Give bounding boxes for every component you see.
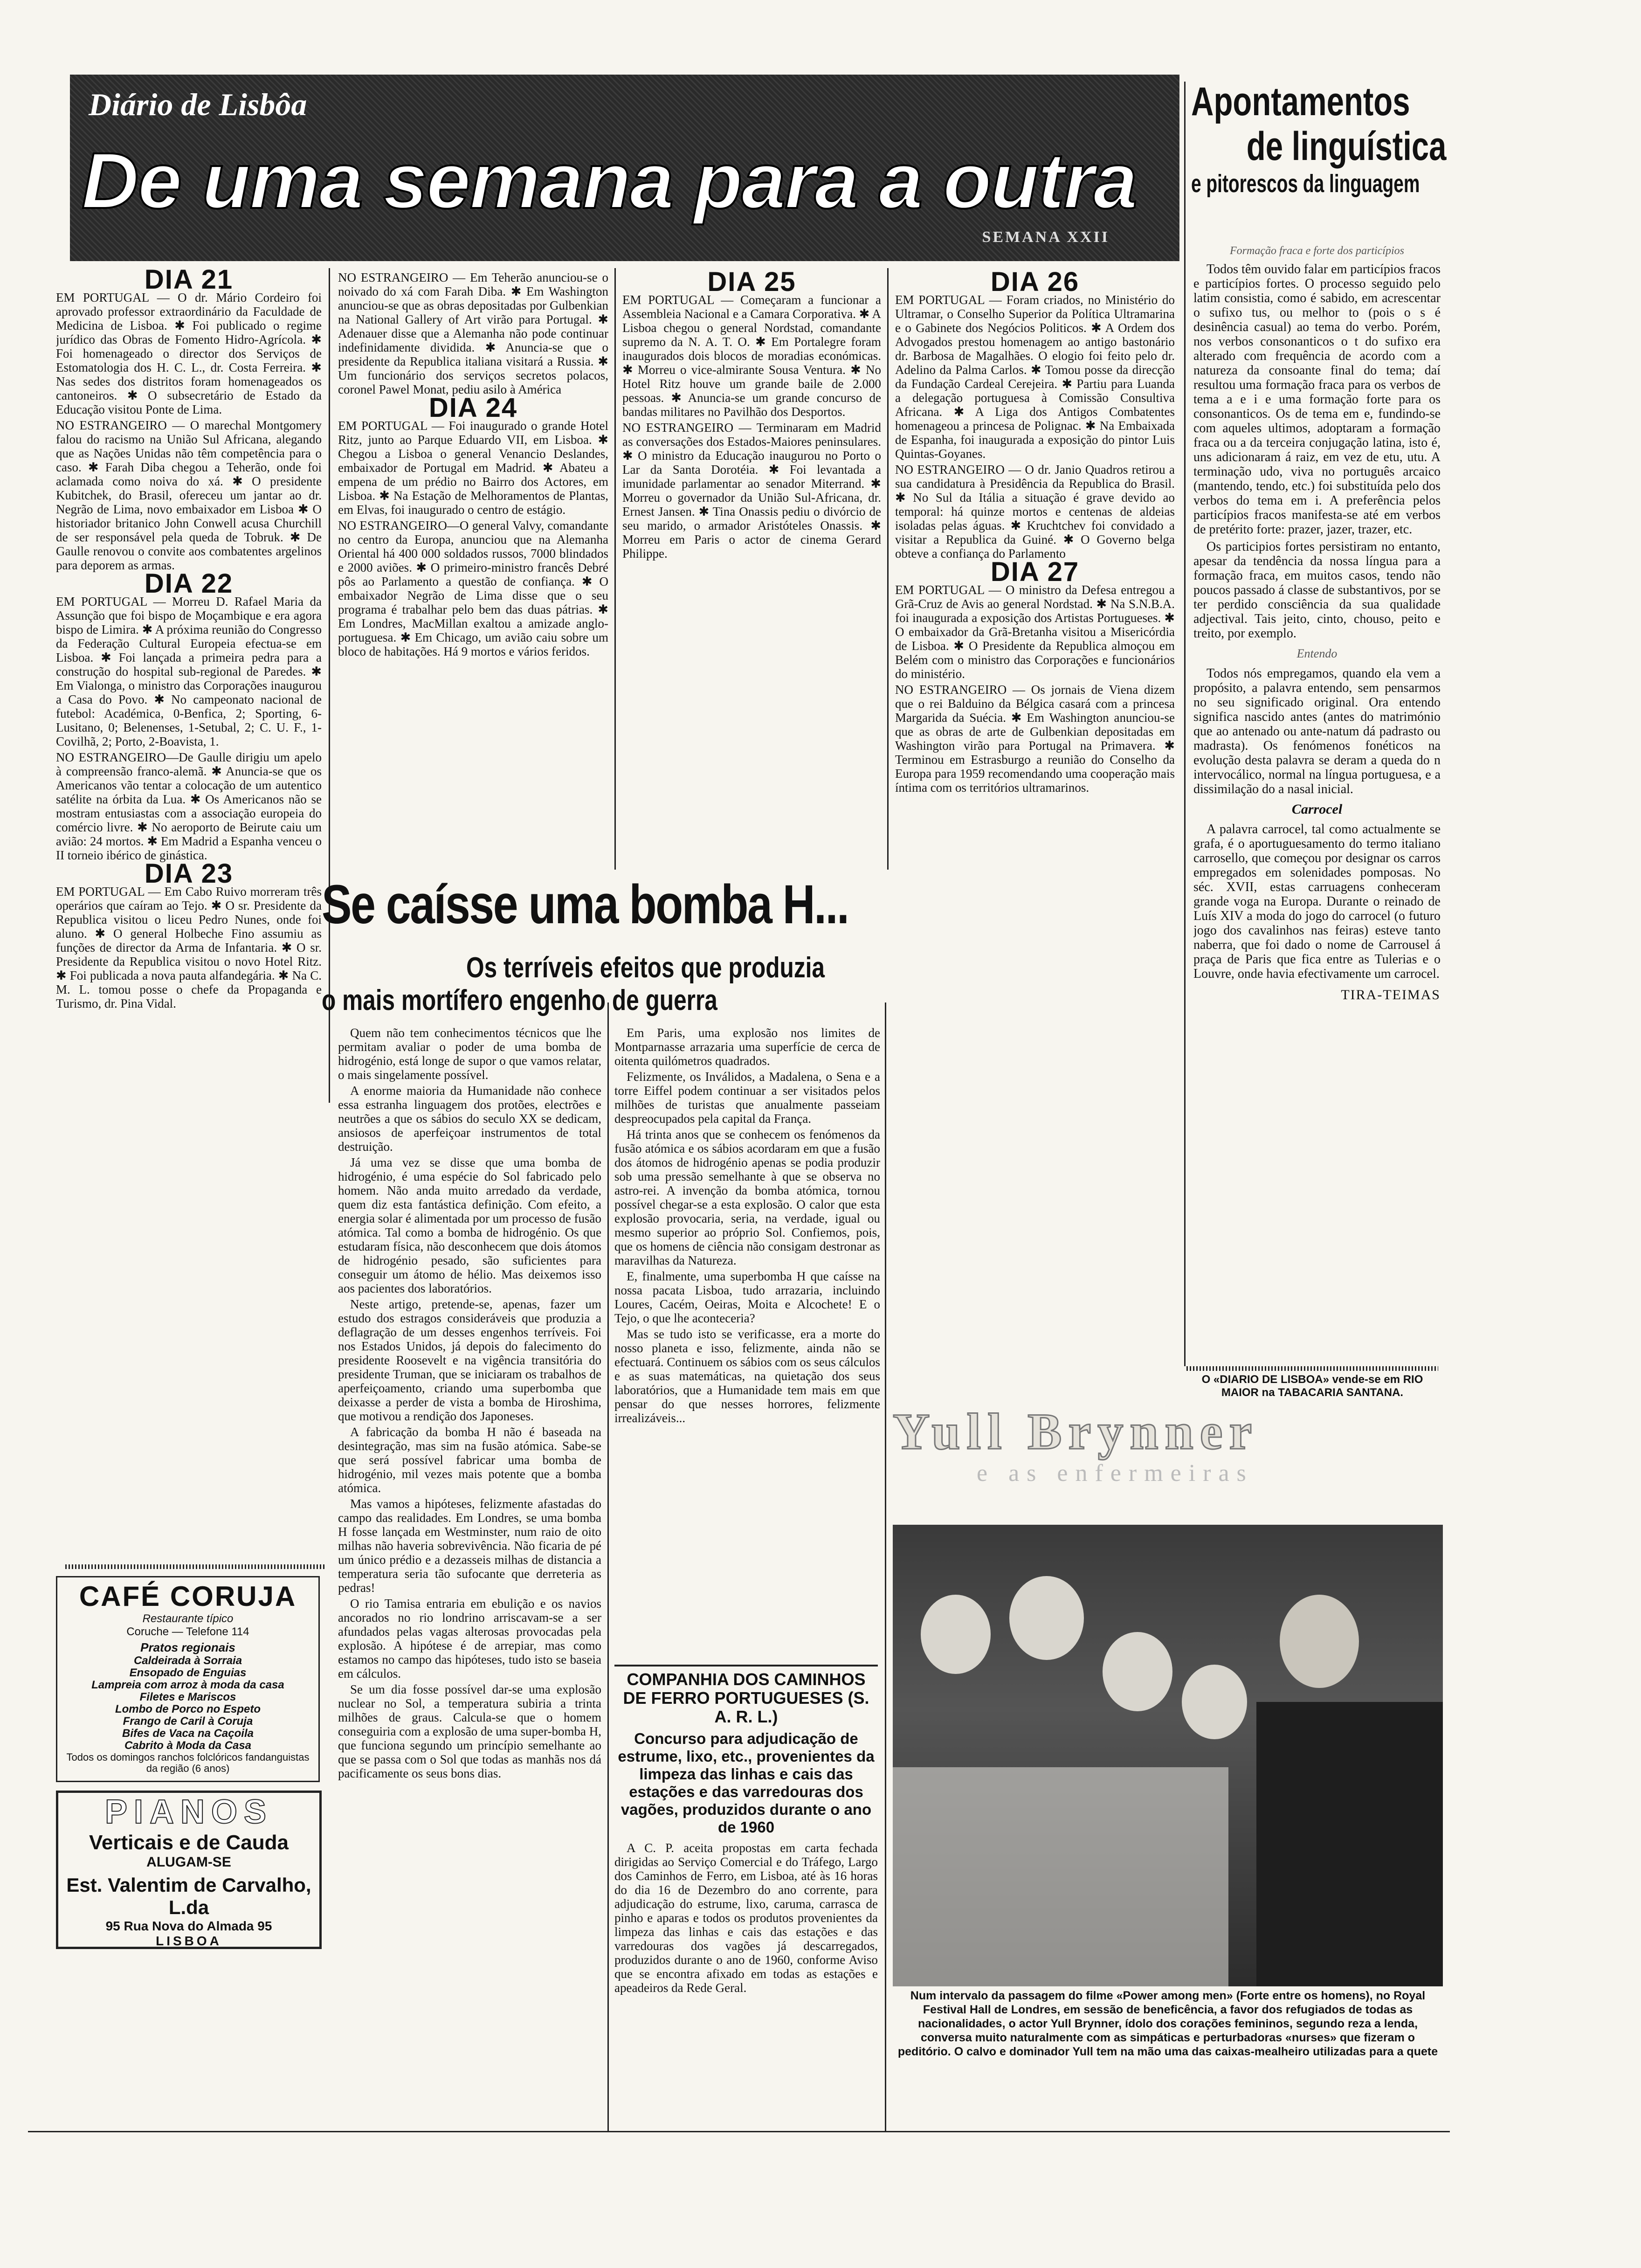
linguistics-paragraph: Todos nós empregamos, quando ela vem a propósito, a palavra entendo, sem pensarmos no seu significado original. Ora entendo significa nascido antes (antes do matrimónio que ao antenado ou ante-natum dá padrasto ou madrasta). Os fenómenos fonéticos na evolução desta palavra se deram a queda do n intervocálico, normal na língua portuguesa, e a dissimilação do a nasal inicial.	[1193, 666, 1441, 796]
ad-title: CAFÉ CORUJA	[79, 1581, 297, 1612]
bomb-article-col-b	[614, 1026, 880, 1655]
railway-notice	[614, 1665, 878, 2128]
article-paragraph: A fabricação da bomba H não é baseada na desintegração, mas sim na fusão atómica. Sabe-se que será possível fabricar uma bomba de hidrogénio, mil vezes mais potente que a bomba atómica.	[338, 1425, 601, 1495]
ad-title: PIANOS	[104, 1793, 273, 1831]
bomb-subhead: o mais mortífero engenho de guerra	[322, 984, 717, 1016]
nurse-figure	[1103, 1632, 1172, 1711]
news-entry: EM PORTUGAL — Foram criados, no Ministério do Ultramar, o Conselho Superior da Política Ultramarina e o Gabinete dos Negócios Politicos. ✱ A Ordem dos Advogados prestou homenagem ao antigo bastonário dr. Barbosa de Magalhães. O elogio foi feito pelo dr. Adelino da Palma Carlos. ✱ Tomou posse da direcção da Fundação Cardeal Cerejeira. ✱ Partiu para Luanda a delegação portuguesa à Comissão Consultiva Africana. ✱ A Liga dos Antigos Combatentes homenageou a princesa de Polignac. ✱ Na Embaixada de Espanha, foi inaugurada a exposição do pintor Luis Quintas-Goyanes.	[895, 293, 1175, 461]
notice-body: A C. P. aceita propostas em carta fechada dirigidas ao Serviço Comercial e do Tráfego, Largo dos Caminhos de Ferro, em Lisboa, até às 16 horas do dia 16 de Dezembro do ano corrente, para adjudicação do estrume, lixo, caruma, carrasca de pinho e aparas e todos os produtos provenientes da limpeza das linhas e cais das estações e das varredouras dos vagões já descarregados, produzidos durante o ano de 1960, conforme Aviso que se encontra afixado em todas as estações e apeadeiros da Rede Geral.	[614, 1841, 878, 1995]
day-heading: DIA 22	[144, 568, 234, 599]
column-days-2	[338, 270, 608, 867]
news-entry: NO ESTRANGEIRO — Em Teherão anunciou-se o noivado do xá com Farah Diba. ✱ Em Washington anunciou-se que as obras depositadas por Gulbenkian na National Gallery of Art virão para Portugal. ✱ Adenauer disse que a Alemanha não pode continuar indefinidamente dividida. ✱ Anuncia-se que o presidente da Republica italiana visitará a Russia. ✱ Um funcionário dos serviços secretos polacos, coronel Pawel Monat, pediu asilo à América	[338, 270, 608, 396]
article-paragraph: Já uma vez se disse que uma bomba de hidrogénio, é uma espécie do Sol fabricado pelo homem. Não anda muito arredado da verdade, quem diz esta fantástica definição. Com efeito, a energia solar é alimentada por um processo de fusão atómica. Tal como a bomba de hidrogénio. Os que estudaram física, não desconhecem que dois átomos de hidrogénio pesado, são suficientes para conseguir um átomo de hélio. Mas deixemos isso aos pacientes dos laboratórios.	[338, 1155, 601, 1295]
column-rule	[885, 1003, 886, 2131]
linguistics-title: Apontamentos	[1191, 79, 1410, 124]
news-entry: EM PORTUGAL — O dr. Mário Cordeiro foi aprovado professor extraordinário da Faculdade de Medicina de Lisboa. ✱ Foi publicado o regime jurídico das Obras de Fomento Hidro-Agrícola. ✱ Foi homenageado o director dos Serviços de Estomatologia dos H. C. L., dr. Costa Ferreira. ✱ Nas sedes dos distritos foram homenageados os cantoneiros. ✱ O subsecretário de Estado da Educação visitou Ponte de Lima.	[56, 290, 322, 416]
brynner-subtitle: e as enfermeiras	[977, 1460, 1254, 1487]
column-days-3	[622, 270, 881, 867]
day-heading: DIA 21	[144, 268, 234, 295]
bomb-headline: Se caísse uma bomba H...	[322, 874, 848, 935]
ad-item: Ensopado de Enguias	[129, 1666, 247, 1679]
day-heading: DIA 27	[990, 557, 1080, 587]
ad-line: Est. Valentim de Carvalho, L.da	[66, 1874, 311, 1918]
brynner-title: Yull Brynner	[893, 1404, 1259, 1460]
column-rule	[614, 268, 616, 870]
news-entry: NO ESTRANGEIRO—De Gaulle dirigiu um apelo à compreensão franco-alemã. ✱ Anuncia-se que os Americanos vão tentar a colocação de um autentico satélite na órbita da Lua. ✱ Os Americanos não se mostram entusiastas com a associação europeia do comércio livre. ✱ No aeroporto de Beirute caiu um avião: 24 mortos. ✱ Em Madrid a Espanha venceu o II torneio ibérico de ginástica.	[56, 750, 322, 862]
ad-item: Lombo de Porco no Espeto	[115, 1703, 261, 1715]
day-heading: DIA 25	[707, 270, 796, 297]
photo-caption: Num intervalo da passagem do filme «Power among men» (Forte entre os homens), no Royal Festival Hall de Londres, em sessão de beneficência, a favor dos refugiados de todas as nacionalidades, o actor Yull Brynner, ídolo dos corações femininos, segundo reza a lenda, conversa muito naturalmente com as simpáticas e perturbadoras «nurses» que fizeram o peditório. O calvo e dominador Yull tem na mão uma das caixas-mealheiro utilizadas para a quete	[897, 1989, 1438, 2058]
section-subtitle: SEMANA XXII	[982, 228, 1110, 246]
ad-item: Filetes e Mariscos	[139, 1691, 236, 1703]
column-days-1	[56, 268, 322, 1560]
ad-item: Caldeirada à Sorraia	[133, 1654, 242, 1667]
ad-item: Lampreia com arroz à moda da casa	[91, 1679, 284, 1691]
nurse-figure	[1009, 1576, 1084, 1660]
linguistics-paragraph: Todos têm ouvido falar em particípios fracos e particípios fortes. O processo seguido pelo latim consistia, como é sabido, em acrescentar o sufixo tus, ou melhor to (pois o s é desinência casual) ao tema do verbo. Porém, nos verbos consonanticos o t do sufixo era alterado com frequência de acordo com a natureza da consoante final do tema; daí resultou uma formação fraca para os verbos de tema a e i e uma formação forte para os consonanticos. Os de tema em e, fundindo-se com aqueles ultimos, adoptaram a formação fraca ou a da terceira conjugação latina, isto é, uns adicionaram á raiz, em vez de etu, utu. A terminação udo, viva no português arcaico (mantendo, tendo, etc.) foi substituída pelo dos verbos do tema em i. A preferência pelos particípios fracos manifesta-se até em verbos de pretérito forte: prazer, jazer, trazer, etc.	[1193, 262, 1441, 537]
article-paragraph: Mas vamos a hipóteses, felizmente afastadas do campo das realidades. Em Londres, se uma bomba H fosse lançada em Westminster, num raio de oito milhas não haveria sobrevivência. Não ficaria de pé um único prédio e a dezasseis milhas de distancia a temperatura seria tão sufocante que derreteria as pedras!	[338, 1497, 601, 1595]
linguistics-signature: TIRA-TEIMAS	[1341, 987, 1441, 1003]
ad-line: Pratos regionais	[140, 1640, 235, 1654]
ad-line: Verticais e de Cauda	[89, 1831, 289, 1854]
day-heading: DIA 24	[428, 393, 518, 423]
linguistics-paragraph: Os participios fortes persistiram no entanto, apesar da tendência da nossa língua para a formação fraca, em muitos casos, tendo não poucos passado á classe de substantivos, por se ter perdido consciência da sua qualidade adjectival. Tais jeito, cinto, chouso, peito e treito, por exemplo.	[1193, 539, 1441, 641]
masthead-banner	[70, 75, 1179, 261]
notice-company: COMPANHIA DOS CAMINHOS DE FERRO PORTUGUESES (S. A. R. L.)	[623, 1670, 869, 1726]
ad-footer: Todos os domingos ranchos folclóricos fandanguistas da região (6 anos)	[66, 1751, 310, 1774]
bomb-subhead: Os terríveis efeitos que produzia	[466, 952, 825, 984]
ad-item: Bifes de Vaca na Caçoila	[122, 1727, 254, 1740]
uniforms	[893, 1767, 1228, 1986]
linguistics-section-heading: Formação fraca e forte dos particípios	[1230, 245, 1404, 257]
linguistics-title: de linguística	[1246, 124, 1447, 169]
news-entry: NO ESTRANGEIRO—O general Valvy, comandante no centro da Europa, anunciou que na Alemanha Oriental há 400 000 soldados russos, 7000 blindados e 2000 aviões. ✱ O primeiro-ministro francês Debré pôs ao Parlamento a questão de confiança. ✱ O embaixador Negrão de Lima disse que o seu programa é trabalhar pelo bem das duas pátrias. ✱ Em Londres, MacMillan exaltou a amizade anglo-portuguesa. ✱ Em Chicago, um avião caiu sobre um bloco de habitações. Há 9 mortos e vários feridos.	[338, 519, 608, 658]
linguistics-section-heading: Carrocel	[1291, 802, 1343, 817]
article-paragraph: O rio Tamisa entraria em ebulição e os navios ancorados no rio londrino arriscavam-se a ser afundados pelas vagas alterosas provocadas pela explosão. A hipótese é de arrepiar, mas como estamos no campo das hipóteses, tudo isto se baseia em cálculos.	[338, 1597, 601, 1680]
news-entry: NO ESTRANGEIRO — O marechal Montgomery falou do racismo na União Sul Africana, alegando que as Nações Unidas não têm competência para o caso. ✱ Farah Diba chegou a Teherão, onde foi aclamada como noiva do xá. ✱ O presidente Kubitchek, do Brasil, ofereceu um jantar ao dr. Negrão de Lima, novo embaixador em Lisboa ✱ O historiador britanico John Conwell acusa Churchill de ser responsável pela queda de Tobruk. ✱ De Gaulle renovou o convite aos combatentes argelinos para deporem as armas.	[56, 418, 322, 572]
man-figure	[1280, 1595, 1359, 1688]
brynner-header	[893, 1404, 1438, 1492]
article-paragraph: Se um dia fosse possível dar-se uma explosão nuclear no Sol, a temperatura subiria a trinta milhões de graus. Calcula-se que o homem conseguiria com a explosão de uma super-bomba H, que funciona segundo um princípio semelhante ao que se passa com o Sol que todas as manhãs nos dá pacificamente os seus bons dias.	[338, 1682, 601, 1780]
page-bottom-rule	[28, 2131, 1450, 2132]
news-entry: NO ESTRANGEIRO — Os jornais de Viena dizem que o rei Balduino da Bélgica casará com a princesa Margarida da Suécia. ✱ Em Washington anunciou-se que as obras de arte de Gulbenkian depositadas em Washington virão para Portugal na Primavera. ✱ Terminou em Estrasburgo a reunião do Conselho da Europa para 1959 recomendando uma cooperação mais íntima com os territórios ultramarinos.	[895, 683, 1175, 795]
divider	[65, 1564, 326, 1569]
news-entry: EM PORTUGAL — Começaram a funcionar a Assembleia Nacional e a Camara Corporativa. ✱ A Lisboa chegou o general Nordstad, comandante supremo da N. A. T. O. ✱ Em Portalegre foram inaugurados dois blocos de moradias económicas. ✱ Morreu o vice-almirante Sousa Ventura. ✱ No Hotel Ritz houve um grande baile de 2.000 pessoas. ✱ Anuncia-se um grande concurso de bandas militares no Pavilhão dos Desportos.	[622, 293, 881, 419]
article-paragraph: Mas se tudo isto se verificasse, era a morte do nosso planeta e isso, felizmente, ainda não se efectuará. Continuem os sábios com os seus cálculos e as suas matemáticas, na quietação dos seus laboratórios, que a Humanidade tem mais em que pensar do que nesses horrores, felizmente irrealizáveis...	[614, 1327, 880, 1425]
ad-line: LISBOA	[156, 1934, 222, 1948]
column-days-4	[895, 270, 1175, 1357]
linguistics-paragraph: A palavra carrocel, tal como actualmente se grafa, é o aportuguesamento do termo italiano carrosello, que começou por designar os carros empregados em solenidades pomposas. No séc. XVII, estas carruagens conheceram grande voga na Europa. Durante o reinado de Luís XIV a moda do jogo do carrocel (o futuro jogo dos cavalinhos nas feiras) esteve tanto naberra, que foi dado o nome de Carrousel á praça de Paris que fica entre as Tulerias e o Louvre, onde havia efectivamente um carrocel.	[1193, 822, 1441, 981]
ad-pianos	[56, 1791, 322, 1949]
column-rule	[1184, 82, 1186, 1366]
ad-line: ALUGAM-SE	[146, 1854, 231, 1870]
divider	[1186, 1366, 1438, 1371]
article-paragraph: A enorme maioria da Humanidade não conhece essa estranha linguagem dos protões, electrões e neutrões a que os sábios do seculo XX se dedicam, ansiosos de aperfeiçoar instrumentos de total destruição.	[338, 1084, 601, 1154]
article-paragraph: E, finalmente, uma superbomba H que caísse na nossa pacata Lisboa, tudo arrazaria, incluindo Loures, Cacém, Oeiras, Moita e Alcochete! E o Tejo, o que lhe aconteceria?	[614, 1269, 880, 1325]
news-entry: NO ESTRANGEIRO — O dr. Janio Quadros retirou a sua candidatura à Presidência da Republica do Brasil. ✱ No Sul da Itália a situação é grave devido ao temporal: há quinze mortos e centenas de aldeias isoladas pelas águas. ✱ Kruchtchev foi convidado a visitar a Republica da Guiné. ✱ O Governo belga obteve a confiança do Parlamento	[895, 463, 1175, 560]
dark-suit	[1256, 1702, 1443, 1986]
day-heading: DIA 26	[990, 270, 1080, 297]
ad-line: Restaurante típico	[142, 1612, 234, 1625]
article-paragraph: Em Paris, uma explosão nos limites de Montparnasse arrazaria uma superfície de cerca de oitenta quilómetros quadrados.	[614, 1026, 880, 1068]
ad-line: 95 Rua Nova do Almada 95	[105, 1919, 272, 1933]
ad-line: Coruche — Telefone 114	[126, 1625, 249, 1638]
news-entry: EM PORTUGAL — Morreu D. Rafael Maria da Assunção que foi bispo de Moçambique e era agora bispo de Limira. ✱ A próxima reunião do Congresso da Federação Cultural Europeia efectua-se em Lisboa. ✱ Foi lançada a primeira pedra para a construção do hospital sub-regional de Paredes. ✱ Em Vialonga, o ministro das Corporações inaugurou a Casa do Povo. ✱ No campeonato nacional de futebol: Académica, 0-Benfica, 2; Sporting, 6-Lusitano, 0; Belenenses, 1-Setubal, 2; C. U. F., 1-Covilhã, 2; Porto, 2-Boavista, 1.	[56, 595, 322, 748]
bomb-article-col-a	[338, 1026, 601, 2122]
paper-name: Diário de Lisbôa	[89, 87, 307, 122]
day-heading: DIA 23	[144, 858, 234, 889]
linguistics-body	[1193, 242, 1441, 1357]
article-paragraph: Felizmente, os Inválidos, a Madalena, o Sena e a torre Eiffel podem continuar a ser visitados pelos milhões de turistas que anualmente passeiam despreocupados pela capital da França.	[614, 1070, 880, 1126]
notice-title: Concurso para adjudicação de estrume, lixo, etc., provenientes da limpeza das linhas e cais das estações e das varredouras dos vagões, produzidos durante o ano de 1960	[618, 1730, 875, 1836]
ad-cafe-coruja	[56, 1576, 320, 1782]
news-entry: EM PORTUGAL — Em Cabo Ruivo morreram três operários que caíram ao Tejo. ✱ O sr. Presidente da Republica visitou o liceu Pedro Nunes, onde foi aluno. ✱ O general Holbeche Fino assumiu as funções de director da Arma de Infantaria. ✱ O sr. Presidente da Republica visitou o novo Hotel Ritz. ✱ Foi publicada a nova pauta alfandegária. ✱ Na C. M. L. tomou posse o chefe da Propaganda e Turismo, dr. Pina Vidal.	[56, 885, 322, 1010]
linguistics-section-heading: Entendo	[1296, 647, 1338, 660]
nurse-figure	[1182, 1665, 1247, 1739]
brynner-photo	[893, 1525, 1443, 1986]
news-entry: EM PORTUGAL — O ministro da Defesa entregou a Grã-Cruz de Avis ao general Nordstad. ✱ Na S.N.B.A. foi inaugurada a exposição dos Artistas Portugueses. ✱ O embaixador da Grã-Bretanha visitou a Misericórdia de Lisboa. ✱ O Presidente da Republica almoçou em Belém com o ministro das Corporações e funcionários do ministério.	[895, 583, 1175, 681]
news-entry: NO ESTRANGEIRO — Terminaram em Madrid as conversações dos Estados-Maiores peninsulares. ✱ O ministro da Educação inaugurou no Porto o Lar da Santa Dorotéia. ✱ Foi levantada a imunidade parlamentar ao senador Miterrand. ✱ Morreu o governador da União Sul-Africana, dr. Ernest Jansen. ✱ Tina Onassis pediu o divórcio de seu marido, o armador Aristóteles Onassis. ✱ Morreu em Paris o actor de cinema Gerard Philippe.	[622, 421, 881, 560]
ad-item: Cabrito à Moda da Casa	[124, 1739, 252, 1752]
ad-item: Frango de Caril à Coruja	[123, 1715, 253, 1728]
article-paragraph: Neste artigo, pretende-se, apenas, fazer um estudo dos estragos consideráveis que produzia a deflagração de um desses engenhos terríveis. Foi nos Estados Unidos, já depois do falecimento do presidente Roosevelt e na vigência transitória do presidente Truman, que se iniciaram os trabalhos de aperfeiçoamento, criando uma superbomba que deixasse a perder de vista a bomba de Hiroshima, que motivou a rendição dos Japoneses.	[338, 1297, 601, 1423]
section-title: De uma semana para a outra	[82, 137, 1137, 225]
column-rule	[607, 1003, 609, 2131]
linguistics-subtitle: e pitorescos da linguagem	[1191, 170, 1420, 198]
sales-notice: O «DIARIO DE LISBOA» vende-se em RIO MAIOR na TABACARIA SANTANA.	[1201, 1373, 1423, 1399]
nurse-figure	[921, 1595, 991, 1674]
linguistics-header	[1191, 79, 1447, 199]
article-paragraph: Há trinta anos que se conhecem os fenómenos da fusão atómica e os sábios acordaram em que a fusão dos átomos de hidrogénio apenas se podia produzir sob uma pressão semelhante à que se observa no astro-rei. A invenção da bomba atómica, tornou possível chegar-se a esta explosão. O calor que esta explosão provocaria, seria, na verdade, igual ou mesmo superior ao próprio Sol. Confiemos, pois, que os homens de ciência não consigam destronar as maravilhas da Natureza.	[614, 1127, 880, 1267]
column-rule	[329, 268, 330, 1103]
article-paragraph: Quem não tem conhecimentos técnicos que lhe permitam avaliar o poder de uma bomba de hidrogénio, está longe de supor o que vamos relatar, o mais singelamente possível.	[338, 1026, 601, 1082]
column-rule	[887, 268, 889, 870]
news-entry: EM PORTUGAL — Foi inaugurado o grande Hotel Ritz, junto ao Parque Eduardo VII, em Lisboa. ✱ Chegou a Lisboa o general Venancio Deslandes, embaixador de Portugal em Madrid. ✱ Abateu a empena de um prédio no Bairro dos Actores, em Lisboa. ✱ Na Estação de Melhoramentos de Plantas, em Elvas, foi inaugurado o centro de estágio.	[338, 419, 608, 517]
